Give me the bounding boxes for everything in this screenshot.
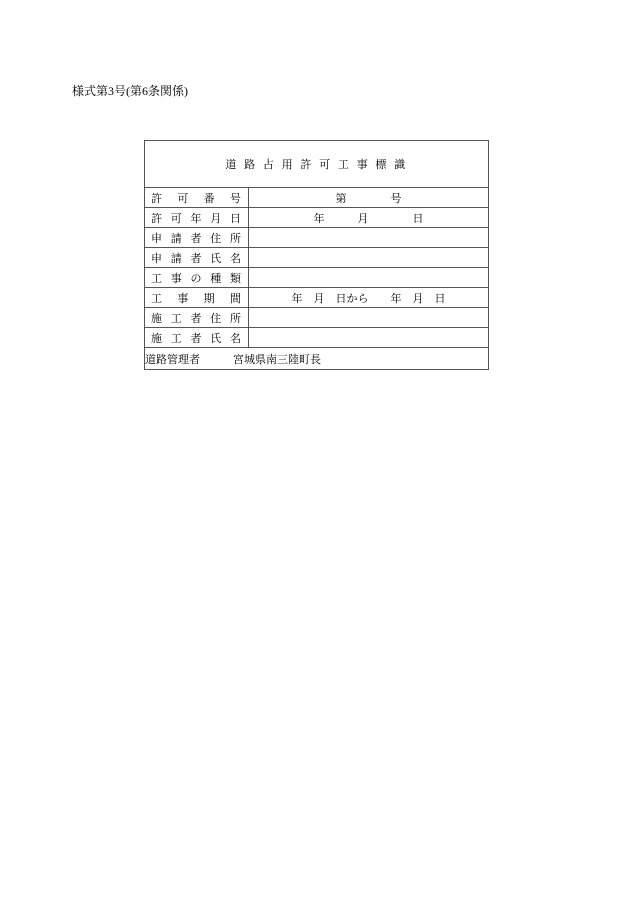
table-row: [145, 188, 489, 208]
row-value-applicant-address: [249, 228, 489, 248]
permit-sign-table: [144, 140, 489, 370]
row-value-permit-date: 年 月 日: [249, 208, 489, 228]
row-value-permit-number: 第 号: [249, 188, 489, 208]
table-title: 道 路 占 用 許 可 工 事 標 識: [145, 141, 489, 188]
row-label-permit-date: 許可年月日: [145, 208, 249, 228]
table-row: [145, 288, 489, 308]
row-label-work-period: 工事期間: [145, 288, 249, 308]
table-footer-row: [145, 348, 489, 370]
road-administrator-label: 道路管理者 宮城県南三陸町長: [145, 348, 489, 370]
table-row: [145, 228, 489, 248]
table-row: [145, 208, 489, 228]
table-row: [145, 308, 489, 328]
table-row: [145, 328, 489, 348]
row-label-permit-number: 許可番号: [145, 188, 249, 208]
row-label-contractor-address: 施工者住所: [145, 308, 249, 328]
table-row: [145, 248, 489, 268]
row-value-contractor-name: [249, 328, 489, 348]
row-label-applicant-name: 申請者氏名: [145, 248, 249, 268]
table-title-row: [145, 141, 489, 188]
row-label-applicant-address: 申請者住所: [145, 228, 249, 248]
row-label-contractor-name: 施工者氏名: [145, 328, 249, 348]
row-value-work-type: [249, 268, 489, 288]
row-value-applicant-name: [249, 248, 489, 268]
row-value-work-period: 年 月 日から 年 月 日: [249, 288, 489, 308]
table-row: [145, 268, 489, 288]
row-value-contractor-address: [249, 308, 489, 328]
form-number-label: 様式第3号(第6条関係): [72, 84, 188, 98]
row-label-work-type: 工事の種類: [145, 268, 249, 288]
